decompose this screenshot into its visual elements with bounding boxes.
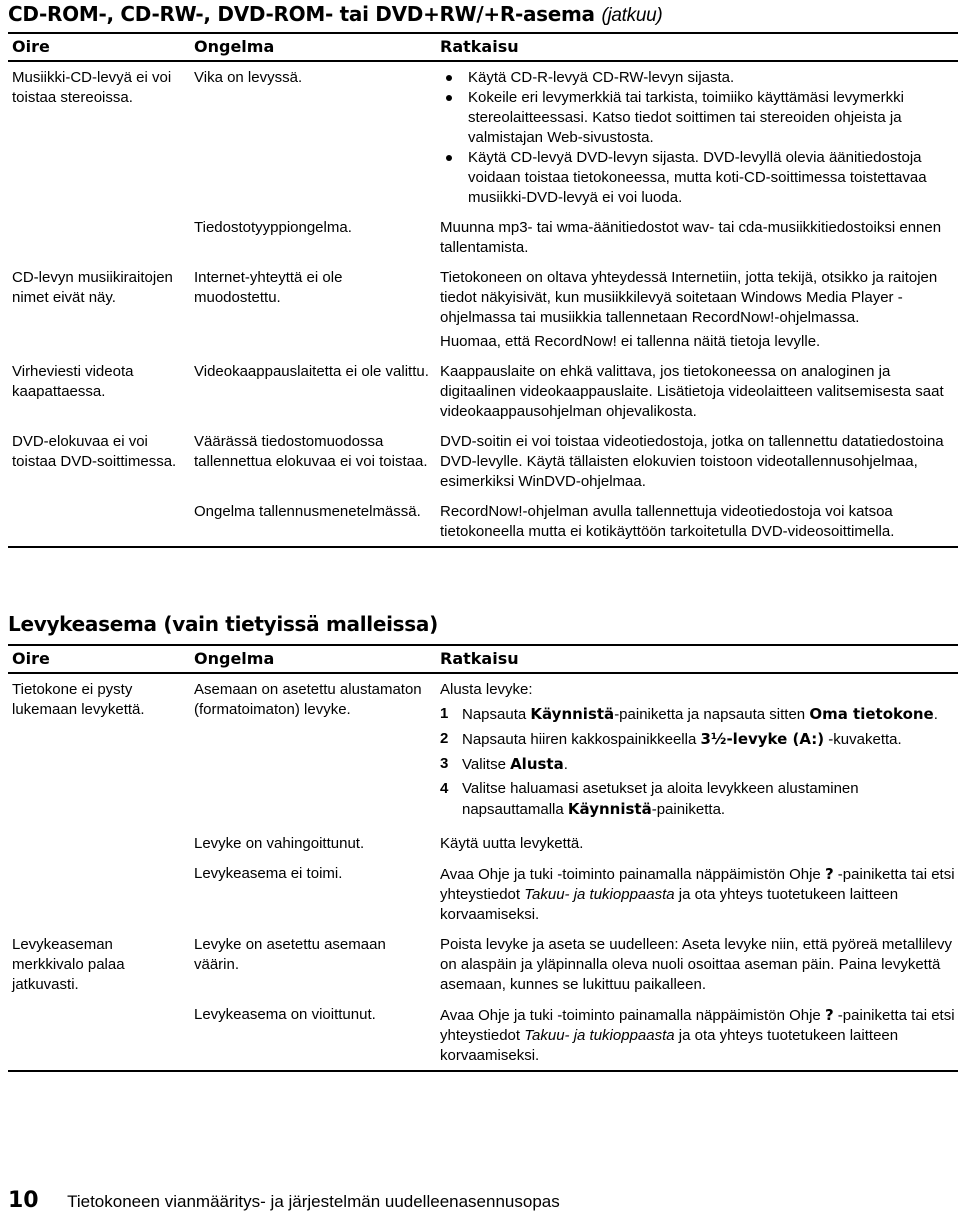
step-number: 1 bbox=[440, 705, 449, 722]
step-bold-text: Käynnistä bbox=[567, 800, 652, 818]
table-header-row bbox=[8, 33, 958, 61]
guide-title: Takuu- ja tukioppaasta bbox=[524, 886, 675, 903]
step-number: 2 bbox=[440, 730, 449, 747]
table-row bbox=[8, 828, 958, 858]
step-text: . bbox=[933, 706, 938, 723]
symptom-cell: Tietokone ei pysty lukemaan levykettä. bbox=[12, 681, 145, 718]
symptom-cell: Levykeaseman merkkivalo palaa jatkuvasti. bbox=[12, 936, 125, 993]
step-item bbox=[440, 779, 958, 820]
header-problem: Ongelma bbox=[194, 649, 275, 668]
table-header-row bbox=[8, 645, 958, 673]
table-row bbox=[8, 496, 958, 547]
problem-cell: Levyke on vahingoittunut. bbox=[194, 835, 365, 852]
step-text: Valitse bbox=[462, 756, 511, 773]
table-row bbox=[8, 212, 958, 262]
floppy-troubleshooting-table bbox=[8, 644, 958, 1072]
step-text: Napsauta bbox=[462, 706, 531, 723]
table-row bbox=[8, 61, 958, 212]
header-symptom: Oire bbox=[12, 649, 50, 668]
solution-text: Avaa Ohje ja tuki -toiminto painamalla näppäimistön Ohje bbox=[440, 866, 825, 883]
solution-cell: Poista levyke ja aseta se uudelleen: Aseta levyke niin, että pyöreä metallilevy on alaspäin ja yläpinnalla oleva nuoli osoittaa aseman päin. Paina levykettä asemaan, kunnes se lukittuu paikalleen. bbox=[440, 936, 952, 993]
step-number: 3 bbox=[440, 755, 449, 772]
step-bold-text: Käynnistä bbox=[530, 705, 615, 723]
symptom-cell bbox=[8, 858, 194, 929]
table-row bbox=[8, 426, 958, 496]
problem-cell: Asemaan on asetettu alustamaton (formatoimaton) levyke. bbox=[194, 681, 422, 718]
bullet-item: Käytä CD-R-levyä CD-RW-levyn sijasta. bbox=[440, 68, 958, 88]
solution-cell bbox=[440, 262, 958, 356]
solution-cell bbox=[440, 61, 958, 212]
section-title-cd-dvd bbox=[8, 2, 662, 27]
symptom-cell: DVD-elokuvaa ei voi toistaa DVD-soittimessa. bbox=[12, 433, 177, 470]
header-problem: Ongelma bbox=[194, 37, 275, 56]
symptom-cell: CD-levyn musiikiraitojen nimet eivät näy. bbox=[12, 269, 173, 306]
solution-cell bbox=[440, 999, 958, 1071]
solution-text: ja ota yhteys tuotetukeen laitteen korvaamiseksi. bbox=[440, 1027, 899, 1064]
step-text: Napsauta hiiren kakkospainikkeella bbox=[462, 731, 701, 748]
header-symptom: Oire bbox=[12, 37, 50, 56]
section-title-floppy: Levykeasema (vain tietyissä malleissa) bbox=[8, 612, 438, 636]
guide-title: Takuu- ja tukioppaasta bbox=[524, 1027, 675, 1044]
problem-cell: Vika on levyssä. bbox=[194, 69, 303, 86]
step-text: Valitse haluamasi asetukset ja aloita levykkeen alustaminen napsauttamalla bbox=[462, 780, 859, 818]
problem-cell: Väärässä tiedostomuodossa tallennettua elokuvaa ei voi toistaa. bbox=[194, 433, 428, 470]
solution-bullet-list bbox=[440, 68, 958, 208]
step-text: -painiketta ja napsauta sitten bbox=[614, 706, 810, 723]
table-row bbox=[8, 858, 958, 929]
step-text: -kuvaketta. bbox=[824, 731, 902, 748]
solution-text: ja ota yhteys tuotetukeen laitteen korvaamiseksi. bbox=[440, 886, 899, 923]
solution-cell: DVD-soitin ei voi toistaa videotiedostoja, jotka on tallennettu datatiedostoina DVD-levylle. Käytä tällaisten elokuvien toistoon videotallennusohjelmaa, esimerkiksi WinDVD-ohjelmaa. bbox=[440, 433, 944, 490]
header-solution: Ratkaisu bbox=[440, 649, 519, 668]
symptom-cell bbox=[8, 496, 194, 547]
solution-cell: RecordNow!-ohjelman avulla tallennettuja videotiedostoja voi katsoa tietokoneella mutta ei kotikäyttöön tarkoitetulla DVD-videosoittimella. bbox=[440, 503, 895, 540]
format-steps-list bbox=[440, 704, 958, 820]
section-title-text: CD-ROM-, CD-RW-, DVD-ROM- tai DVD+RW/+R-asema bbox=[8, 2, 595, 26]
solution-intro: Alusta levyke: bbox=[440, 681, 533, 698]
header-solution: Ratkaisu bbox=[440, 37, 519, 56]
cd-dvd-troubleshooting-table bbox=[8, 32, 958, 548]
problem-cell: Levykeasema ei toimi. bbox=[194, 865, 343, 882]
step-item bbox=[440, 754, 958, 775]
section-title-suffix: (jatkuu) bbox=[601, 5, 663, 26]
symptom-cell bbox=[8, 212, 194, 262]
solution-text: -painiketta tai etsi yhteystiedot bbox=[440, 866, 955, 903]
symptom-cell: Virheviesti videota kaapattaessa. bbox=[12, 363, 134, 400]
solution-cell: Kaappauslaite on ehkä valittava, jos tietokoneessa on analoginen ja digitaalinen videokaappauslaite. Lisätietoja videolaitteen valitsemisesta saat videokaappausohjelman ohjevalikosta. bbox=[440, 363, 944, 420]
problem-cell: Internet-yhteyttä ei ole muodostettu. bbox=[194, 269, 343, 306]
step-text: . bbox=[563, 756, 568, 773]
solution-text: Avaa Ohje ja tuki -toiminto painamalla näppäimistön Ohje bbox=[440, 1007, 825, 1024]
problem-cell: Levyke on asetettu asemaan väärin. bbox=[194, 936, 386, 973]
table-row bbox=[8, 356, 958, 426]
solution-cell: Muunna mp3- tai wma-äänitiedostot wav- tai cda-musiikkitiedostoiksi ennen tallentamista. bbox=[440, 219, 942, 256]
bullet-item: Kokeile eri levymerkkiä tai tarkista, toimiiko käyttämäsi levymerkki stereolaitteessasi. Katso tiedot soittimen tai stereoiden ohjeista ja valmistajan Web-sivustosta. bbox=[440, 88, 958, 148]
table-row bbox=[8, 673, 958, 828]
step-number: 4 bbox=[440, 780, 449, 797]
solution-cell: Käytä uutta levykettä. bbox=[440, 835, 584, 852]
problem-cell: Tiedostotyyppiongelma. bbox=[194, 219, 352, 236]
table-row bbox=[8, 262, 958, 356]
footer-title: Tietokoneen vianmääritys- ja järjestelmän uudelleenasennusopas bbox=[67, 1192, 560, 1211]
table-row bbox=[8, 929, 958, 999]
step-item bbox=[440, 729, 958, 750]
table-row bbox=[8, 999, 958, 1071]
solution-cell bbox=[440, 858, 958, 929]
symptom-cell bbox=[8, 828, 194, 858]
symptom-cell bbox=[8, 999, 194, 1071]
solution-cell bbox=[440, 673, 958, 828]
symptom-cell: Musiikki-CD-levyä ei voi toistaa stereoissa. bbox=[12, 69, 172, 106]
help-key-glyph: ? bbox=[824, 1006, 834, 1024]
step-text: -painiketta. bbox=[651, 801, 726, 818]
step-bold-text: 3½-levyke (A:) bbox=[700, 730, 825, 748]
problem-cell: Videokaappauslaitetta ei ole valittu. bbox=[194, 363, 429, 380]
help-key-glyph: ? bbox=[824, 865, 834, 883]
page-number: 10 bbox=[8, 1188, 39, 1213]
solution-text: Tietokoneen on oltava yhteydessä Internetiin, jotta tekijä, otsikko ja raitojen tiedot näkyisivät, kun musiikkilevyä soitetaan Windows Media Player -ohjelmassa tai musiikkia tallennetaan RecordNow!-ohjelmassa. bbox=[440, 269, 938, 326]
page-footer bbox=[8, 1188, 560, 1213]
bullet-item: Käytä CD-levyä DVD-levyn sijasta. DVD-levyllä olevia äänitiedostoja voidaan toistaa tietokoneessa, mutta koti-CD-soittimessa toistettavaa musiikki-DVD-levyä ei voi luoda. bbox=[440, 148, 958, 208]
step-item bbox=[440, 704, 958, 725]
step-bold-text: Oma tietokone bbox=[809, 705, 934, 723]
solution-note: Huomaa, että RecordNow! ei tallenna näitä tietoja levylle. bbox=[440, 333, 821, 350]
solution-text: -painiketta tai etsi yhteystiedot bbox=[440, 1007, 955, 1044]
problem-cell: Levykeasema on vioittunut. bbox=[194, 1006, 376, 1023]
problem-cell: Ongelma tallennusmenetelmässä. bbox=[194, 503, 421, 520]
step-bold-text: Alusta bbox=[510, 755, 564, 773]
